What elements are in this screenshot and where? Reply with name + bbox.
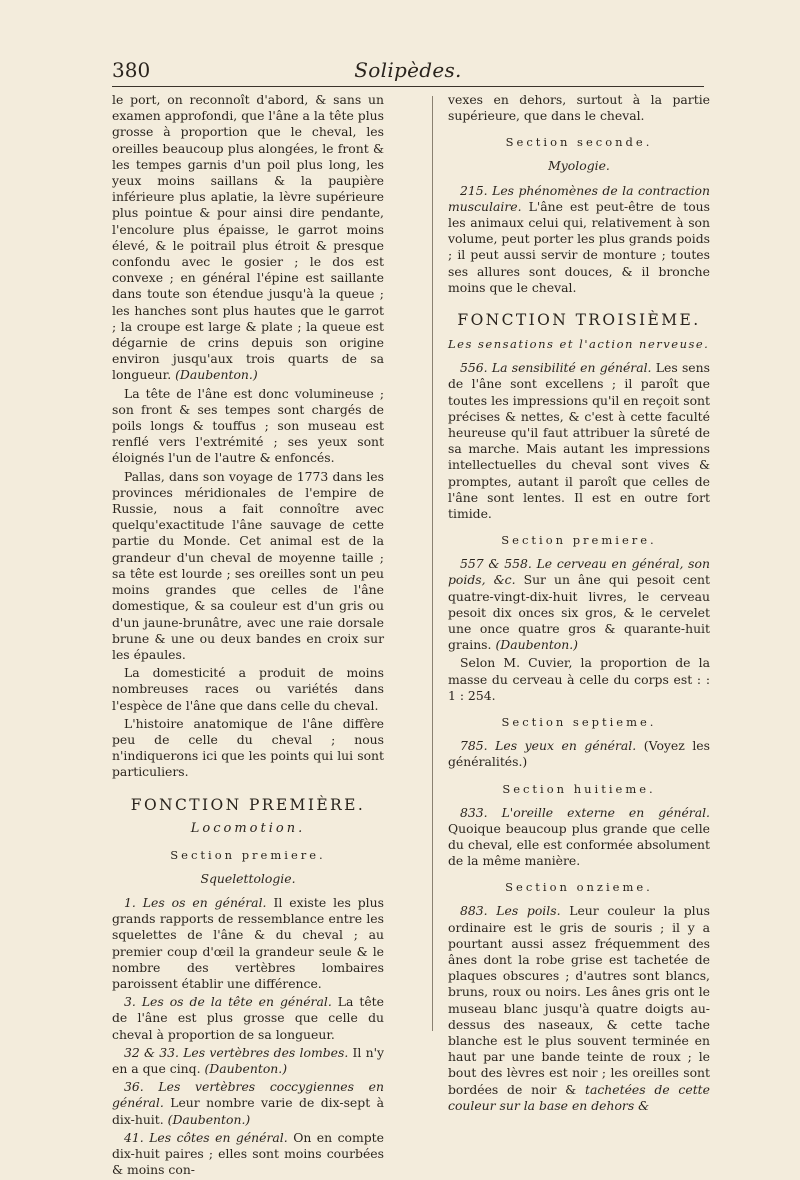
column-divider — [432, 96, 433, 1031]
page-number: 380 — [112, 58, 151, 82]
heading-squelettologie: Squelettologie. — [200, 870, 296, 886]
paragraph: L'histoire anatomique de l'âne diffère peu de celle du cheval ; nous n'indiquerons ici que les points qui lui sont particuliers. — [112, 715, 384, 780]
heading-myologie: Myologie. — [548, 158, 610, 174]
heading-section-huitieme: Section huitieme. — [502, 781, 656, 796]
paragraph: La domesticité a produit de moins nombreuses races ou variétés dans l'espèce de l'âne que dans celle du cheval. — [112, 665, 384, 713]
paragraph: La tête de l'âne est donc volumineuse ; son front & ses tempes sont chargés de poils longs & touffus ; son museau est renflé vers l'extrémité ; ses yeux sont éloignés l'un de l'autre & enfoncés. — [112, 385, 384, 466]
entry-36: 36. Les vertèbres coccygiennes en général. Leur nombre varie de dix-sept à dix-huit. (Daubenton.) — [112, 1079, 384, 1127]
entry-785: 785. Les yeux en général. (Voyez les généralités.) — [448, 738, 710, 770]
entry-41: 41. Les côtes en général. On en compte dix-huit paires ; elles sont moins courbées & moins con- — [112, 1129, 384, 1178]
heading-section-premiere: Section premiere. — [170, 847, 326, 862]
heading-sensations: Les sensations et l'action nerveuse. — [448, 337, 710, 352]
paragraph: vexes en dehors, surtout à la partie supérieure, que dans le cheval. — [448, 92, 710, 124]
entry-833: 833. L'oreille externe en général. Quoique beaucoup plus grande que celle du cheval, elle est conformée absolument de la même manière. — [448, 804, 710, 869]
paragraph: le port, on reconnoît d'abord, & sans un examen approfondi, que l'âne a la tête plus grosse à proportion que le cheval, les oreilles beaucoup plus alongées, le front & les tempes garnis d'un poil plus long, les yeux moins saillans & la paupière inférieure plus aplatie, la lèvre supérieure plus pointue & pour ainsi dire pendante, l'encolure plus épaisse, le garrot moins élevé, & le poitrail plus étroit & presque confondu avec le gosier ; le dos est convexe ; en général l'épine est saillante dans toute son étendue jusqu'à la queue ; les hanches sont plus hautes que le garrot ; la croupe est large & plate ; la queue est dégarnie de crins depuis son origine environ jusqu'aux trois quarts de sa longueur. (Daubenton.) — [112, 92, 384, 383]
entry-3: 3. Les os de la tête en général. La tête de l'âne est plus grosse que celle du cheval à proportion de sa longueur. — [112, 994, 384, 1042]
running-head — [112, 58, 704, 87]
heading-section-premiere-right: Section premiere. — [501, 533, 657, 548]
heading-fonction-premiere: FONCTION PREMIÈRE. — [130, 795, 366, 814]
heading-section-onzieme: Section onzieme. — [505, 880, 653, 895]
left-column — [112, 92, 384, 1180]
entry-215: 215. Les phénomènes de la contraction musculaire. L'âne est peut-être de tous les animaux celui qui, relativement à son volume, peut porter les plus grands poids ; il peut aussi servir de monture ; toutes ses allures sont douces, & il bronche moins que le cheval. — [448, 182, 710, 295]
heading-locomotion: Locomotion. — [190, 820, 306, 836]
heading-section-septieme: Section septieme. — [501, 715, 657, 730]
paragraph: Pallas, dans son voyage de 1773 dans les provinces méridionales de l'empire de Russie, nous a fait connoître avec quelqu'exactitude l'âne sauvage de cette partie du Monde. Cet animal est de la grandeur d'un cheval de moyenne taille ; sa tête est lourde ; ses oreilles sont un peu moins grandes que celles de l'âne domestique, & sa couleur est d'un gris ou d'un jaune-brunâtre, avec une raie dorsale brune & une ou deux bandes en croix sur les épaules. — [112, 468, 384, 662]
heading-section-seconde: Section seconde. — [505, 135, 653, 150]
entry-557: 557 & 558. Le cerveau en général, son poids, &c. Sur un âne qui pesoit cent quatre-vingt-dix-huit livres, le cerveau pesoit dix onces six gros, & le cervelet une once quatre gros & quarante-huit grains. (Daubenton.) — [448, 556, 710, 653]
heading-fonction-troisieme: FONCTION TROISIÈME. — [457, 311, 701, 330]
entry-1: 1. Les os en général. Il existe les plus grands rapports de ressemblance entre les squelettes de l'âne & du cheval ; au premier coup d'œil la grandeur seule & le nombre des vertèbres lombaires paroissent établir une différence. — [112, 894, 384, 991]
entry-556: 556. La sensibilité en général. Les sens de l'âne sont excellens ; il paroît que toutes les impressions qu'il en reçoit sont précises & nettes, & c'est à cette faculté heureuse qu'il faut attribuer la sûreté de sa marche. Mais autant les impressions intellectuelles du cheval sont vives & promptes, autant il paroît que celles de l'âne sont lentes. Il est en outre fort timide. — [448, 360, 710, 522]
entry-883: 883. Les poils. Leur couleur la plus ordinaire est le gris de souris ; il y a pourtant aussi assez fréquemment des ânes dont la robe grise est tachetée de plaques obscures ; d'autres sont blancs, bruns, roux ou noirs. Les ânes gris ont le museau blanc jusqu'à quatre doigts au-dessus des naseaux, & cette tache blanche est le plus souvent terminée en haut par une bande teinte de roux ; le bout des lèvres est noir ; les oreilles sont bordées de noir & tachetées de cette couleur sur la base en dehors & — [448, 903, 710, 1113]
running-title: Solipèdes. — [354, 58, 462, 82]
entry-32: 32 & 33. Les vertèbres des lombes. Il n'y en a que cinq. (Daubenton.) — [112, 1044, 384, 1076]
paragraph: Selon M. Cuvier, la proportion de la masse du cerveau à celle du corps est : : 1 : 254. — [448, 655, 710, 703]
right-column — [448, 92, 710, 1116]
